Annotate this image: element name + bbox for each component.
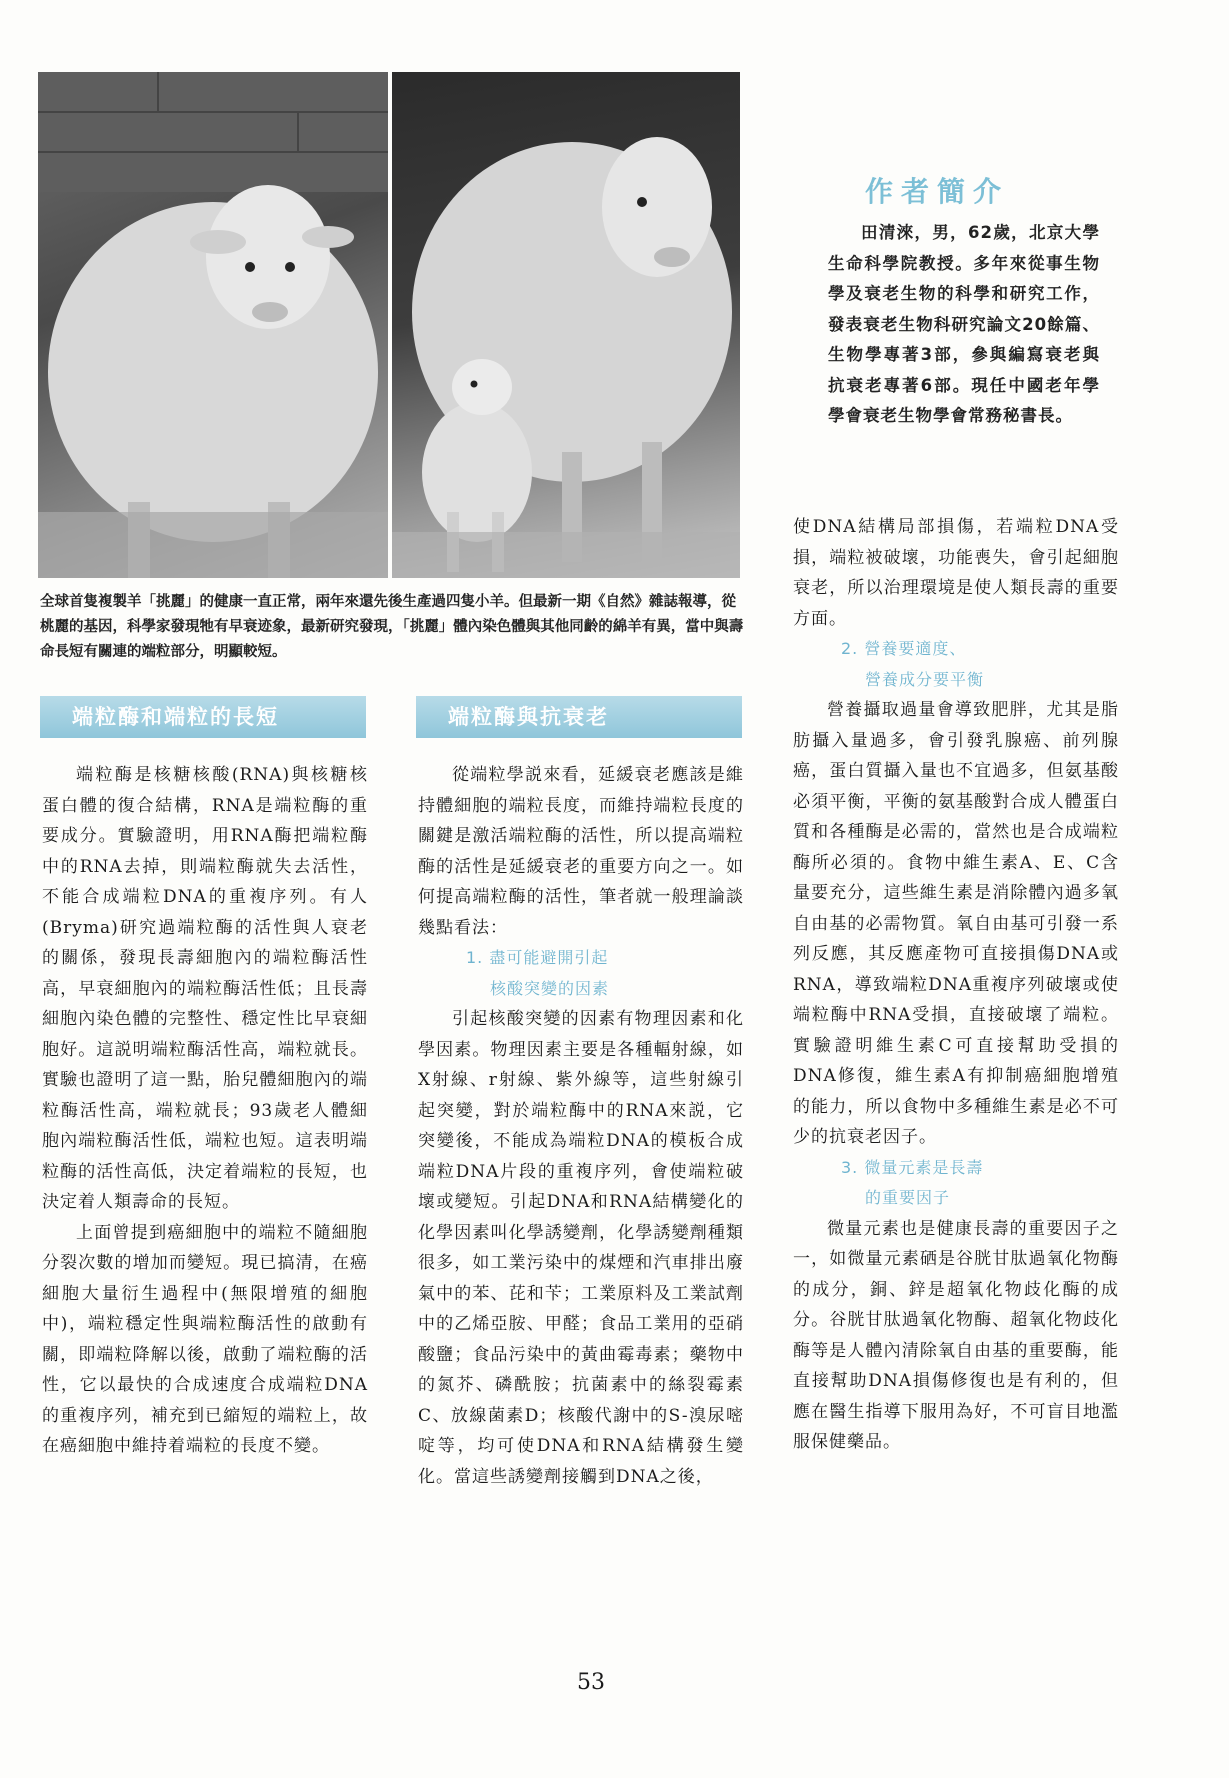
sheep-photo-right [392, 72, 740, 578]
paragraph: 從端粒學説來看，延緩衰老應該是維持體細胞的端粒長度，而維持端粒長度的關鍵是激活端粒酶的活性，所以提高端粒酶的活性是延緩衰老的重要方向之一。如何提高端粒酶的活性，筆者就一般理論談幾點看法： [418, 765, 744, 938]
sheep-adult-image [38, 72, 388, 578]
author-heading: 作者簡介 [865, 175, 1010, 208]
author-bio: 田清淶，男，62歲，北京大學生命科學院教授。多年來從事生物學及衰老生物的科學和研究工作，發表衰老生物科研究論文20餘篇、生物學專著3部，參與編寫衰老與抗衰老專著6部。現任中國老年學學會衰老生物學會常務秘書長。 [828, 223, 1100, 425]
subheading-2-line2: 營養成分要平衡 [865, 669, 985, 689]
column-left [42, 760, 368, 1462]
paragraph: 上面曾提到癌細胞中的端粒不隨細胞分裂次數的增加而變短。現已搞清，在癌細胞大量衍生過程中(無限增殖的細胞中)，端粒穩定性與端粒酶活性的啟動有關，即端粒降解以後，啟動了端粒酶的活性，它以最快的合成速度合成端粒DNA的重複序列，補充到已縮短的端粒上，故在癌細胞中維持着端粒的長度不變。 [42, 1222, 368, 1456]
sheep-mother-lamb-image [392, 72, 740, 578]
section-heading-telomerase-length: 端粒酶和端粒的長短 [40, 696, 366, 738]
paragraph: 引起核酸突變的因素有物理因素和化學因素。物理因素主要是各種輻射線，如X射線、r射線、紫外線等，這些射線引起突變，對於端粒酶中的RNA來説，它突變後，不能成為端粒DNA的模板合成端粒DNA片段的重複序列，會使端粒破壞或變短。引起DNA和RNA結構變化的化學因素叫化學誘變劑，化學誘變劑種類很多，如工業污染中的煤煙和汽車排出廢氣中的苯、芘和苄；工業原料及工業試劑中的乙烯亞胺、甲醛；食品工業用的亞硝酸鹽；食品污染中的黃曲霉毒素；藥物中的氮芥、磷酰胺；抗菌素中的絲裂霉素C、放線菌素D；核酸代謝中的S-溴尿嘧啶等，均可使DNA和RNA結構發生變化。當這些誘變劑接觸到DNA之後， [418, 1009, 744, 1487]
subheading-1-line2: 核酸突變的因素 [490, 978, 610, 998]
photo-caption: 全球首隻複製羊「挑麗」的健康一直正常，兩年來還先後生產過四隻小羊。但最新一期《自然》雜誌報導，從桃麗的基因，科學家發現牠有早衰迹象，最新研究發現，「挑麗」體內染色體與其他同齡的綿羊有異，當中與壽命長短有關連的端粒部分，明顯較短。 [40, 594, 744, 660]
paragraph: 營養攝取過量會導致肥胖，尤其是脂肪攝入量過多，會引發乳腺癌、前列腺癌，蛋白質攝入量也不宜過多，但氨基酸必須平衡，平衡的氨基酸對合成人體蛋白質和各種酶是必需的，當然也是合成端粒酶所必須的。食物中維生素A、E、C含量要充分，這些維生素是消除體內過多氧自由基的必需物質。氧自由基可引發一系列反應，其反應產物可直接損傷DNA或RNA，導致端粒DNA重複序列破壞或使端粒酶中RNA受損，直接破壞了端粒。實驗證明維生素C可直接幫助受損的DNA修復，維生素A有抑制癌細胞增殖的能力，所以食物中多種維生素是必不可少的抗衰老因子。 [793, 700, 1119, 1147]
page-number: 53 [577, 1670, 605, 1695]
paragraph: 使DNA結構局部損傷，若端粒DNA受損，端粒被破壞，功能喪失，會引起細胞衰老，所以治理環境是使人類長壽的重要方面。 [793, 517, 1119, 629]
paragraph: 端粒酶是核糖核酸(RNA)與核糖核蛋白體的復合結構，RNA是端粒酶的重要成分。實驗證明，用RNA酶把端粒酶中的RNA去掉，則端粒酶就失去活性，不能合成端粒DNA的重複序列。有人(Bryma)研究過端粒酶的活性與人衰老的關係，發現長壽細胞內的端粒酶活性高，早衰細胞內的端粒酶活性低；且長壽細胞內染色體的完整性、穩定性比早衰細胞好。這説明端粒酶活性高，端粒就長。實驗也證明了這一點，胎兒體細胞內的端粒酶活性高，端粒就長；93歲老人體細胞內端粒酶活性低，端粒也短。這表明端粒酶的活性高低，決定着端粒的長短，也決定着人類壽命的長短。 [42, 765, 368, 1212]
subheading-2-line1: 2. 營養要適度、 [841, 639, 967, 658]
subheading-3-line2: 的重要因子 [865, 1188, 951, 1207]
section-heading-telomerase-antiaging: 端粒酶與抗衰老 [416, 696, 742, 738]
sheep-photo-left [38, 72, 388, 578]
subheading-3-line1: 3. 微量元素是長壽 [841, 1157, 984, 1177]
subheading-1-line1: 1. 盡可能避開引起 [466, 948, 609, 967]
column-middle [418, 760, 744, 1492]
paragraph: 微量元素也是健康長壽的重要因子之一，如微量元素硒是谷胱甘肽過氧化物酶的成分，銅、鋅是超氧化物歧化酶的成分。谷胱甘肽過氧化物酶、超氧化物歧化酶等是人體內清除氧自由基的重要酶，能直接幫助DNA損傷修復也是有利的，但應在醫生指導下服用為好，不可盲目地濫服保健藥品。 [793, 1218, 1119, 1452]
column-right [793, 512, 1119, 1458]
